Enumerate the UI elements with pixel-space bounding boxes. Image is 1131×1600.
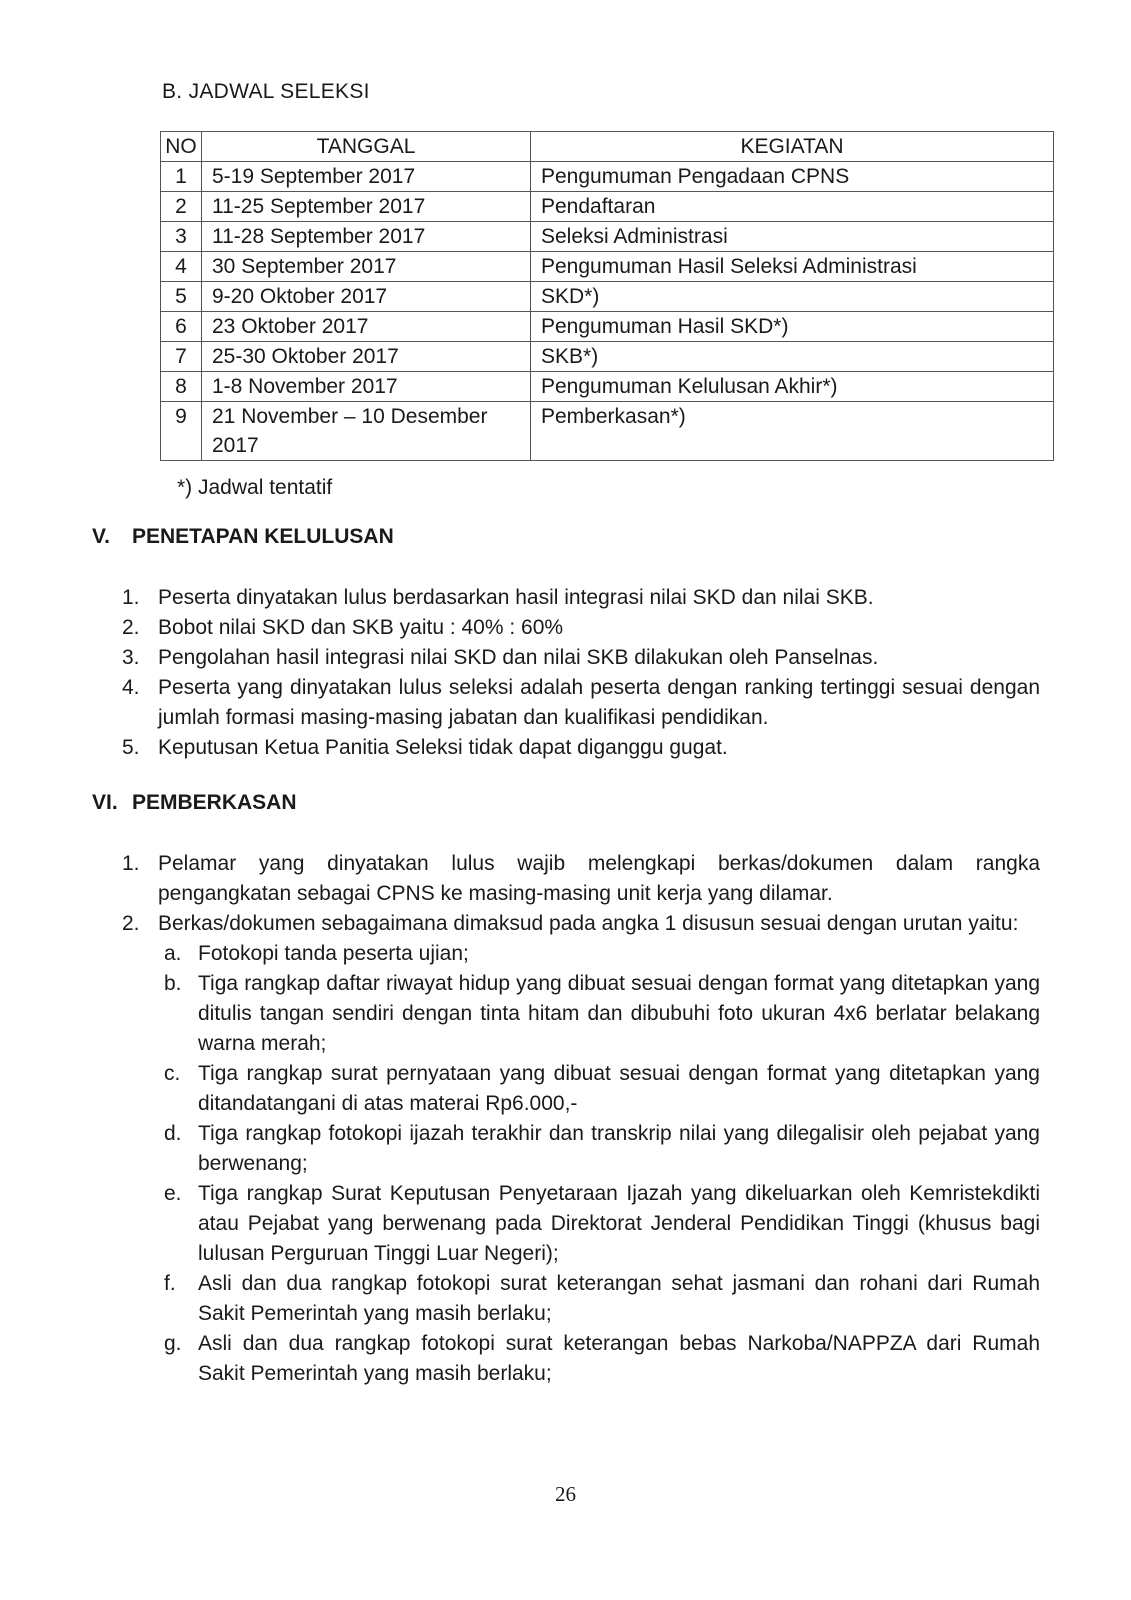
- sublist-marker: b.: [164, 972, 182, 995]
- cell-no: 3: [161, 222, 202, 252]
- table-header-row: [161, 132, 1054, 162]
- sublist-marker: e.: [164, 1182, 182, 1205]
- sublist-item: [158, 1119, 1040, 1179]
- list-marker: 1.: [122, 852, 140, 875]
- cell-tanggal: 21 November – 10 Desember 2017: [202, 402, 531, 461]
- cell-tanggal: 11-25 September 2017: [202, 192, 531, 222]
- cell-tanggal: 30 September 2017: [202, 252, 531, 282]
- table-row: [161, 342, 1054, 372]
- sublist-item-text: Tiga rangkap daftar riwayat hidup yang dibuat sesuai dengan format yang ditetapkan yang ditulis tangan sendiri dengan tinta hitam dan dibubuhi foto ukuran 4x6 berlatar belakang warna merah;: [198, 972, 1040, 1055]
- list-item-text: Keputusan Ketua Panitia Seleksi tidak dapat diganggu gugat.: [158, 736, 728, 759]
- table-row: [161, 282, 1054, 312]
- sublist-marker: a.: [164, 942, 182, 965]
- list-marker: 3.: [122, 646, 140, 669]
- cell-kegiatan: Pemberkasan*): [531, 402, 1054, 461]
- sublist-item: [158, 1179, 1040, 1269]
- cell-kegiatan: Seleksi Administrasi: [531, 222, 1054, 252]
- sublist-item: [158, 939, 1040, 969]
- column-header-kegiatan: KEGIATAN: [531, 132, 1054, 162]
- section-title-text: PENETAPAN KELULUSAN: [132, 525, 394, 548]
- section-number: VI.: [92, 791, 118, 814]
- cell-kegiatan: Pengumuman Hasil SKD*): [531, 312, 1054, 342]
- sublist-marker: c.: [164, 1062, 181, 1085]
- cell-no: 7: [161, 342, 202, 372]
- cell-kegiatan: SKD*): [531, 282, 1054, 312]
- table-row: [161, 312, 1054, 342]
- list-item-text: Berkas/dokumen sebagaimana dimaksud pada angka 1 disusun sesuai dengan urutan yaitu:: [158, 912, 1019, 935]
- list-item-text: Pelamar yang dinyatakan lulus wajib melengkapi berkas/dokumen dalam rangka pengangkatan sebagai CPNS ke masing-masing unit kerja yang dilamar.: [158, 852, 1040, 905]
- list-marker: 1.: [122, 586, 140, 609]
- column-header-no: NO: [161, 132, 202, 162]
- cell-kegiatan: Pengumuman Hasil Seleksi Administrasi: [531, 252, 1054, 282]
- cell-kegiatan: Pendaftaran: [531, 192, 1054, 222]
- cell-kegiatan: SKB*): [531, 342, 1054, 372]
- list-item: [122, 849, 1040, 909]
- sublist-item-text: Tiga rangkap fotokopi ijazah terakhir dan transkrip nilai yang dilegalisir oleh pejabat yang berwenang;: [198, 1122, 1040, 1175]
- list-marker: 2.: [122, 912, 140, 935]
- table-row: [161, 372, 1054, 402]
- sublist-item: [158, 969, 1040, 1059]
- list-item: [122, 613, 1040, 643]
- cell-kegiatan: Pengumuman Kelulusan Akhir*): [531, 372, 1054, 402]
- sublist-marker: f.: [164, 1272, 176, 1295]
- cell-no: 5: [161, 282, 202, 312]
- table-row: [161, 162, 1054, 192]
- sublist-item-text: Asli dan dua rangkap fotokopi surat keterangan bebas Narkoba/NAPPZA dari Rumah Sakit Pemerintah yang masih berlaku;: [198, 1332, 1040, 1385]
- cell-tanggal: 5-19 September 2017: [202, 162, 531, 192]
- table-row: [161, 402, 1054, 461]
- cell-tanggal: 11-28 September 2017: [202, 222, 531, 252]
- list-item-text: Pengolahan hasil integrasi nilai SKD dan nilai SKB dilakukan oleh Panselnas.: [158, 646, 879, 669]
- schedule-footnote: *) Jadwal tentatif: [177, 476, 333, 499]
- list-marker: 2.: [122, 616, 140, 639]
- sublist-marker: g.: [164, 1332, 182, 1355]
- sublist-item: [158, 1059, 1040, 1119]
- cell-no: 8: [161, 372, 202, 402]
- section-title-pemberkasan: [92, 791, 297, 815]
- cell-kegiatan: Pengumuman Pengadaan CPNS: [531, 162, 1054, 192]
- sublist-marker: d.: [164, 1122, 182, 1145]
- list-marker: 4.: [122, 676, 140, 699]
- sublist-item: [158, 1329, 1040, 1389]
- sublist-item-text: Tiga rangkap surat pernyataan yang dibuat sesuai dengan format yang ditetapkan yang ditandatangani di atas materai Rp6.000,-: [198, 1062, 1040, 1115]
- schedule-table: [160, 131, 1054, 461]
- cell-tanggal: 1-8 November 2017: [202, 372, 531, 402]
- list-item-text: Peserta dinyatakan lulus berdasarkan hasil integrasi nilai SKD dan nilai SKB.: [158, 586, 874, 609]
- cell-no: 4: [161, 252, 202, 282]
- list-item: [122, 643, 1040, 673]
- sublist-item-text: Fotokopi tanda peserta ujian;: [198, 942, 469, 965]
- sublist-item-text: Asli dan dua rangkap fotokopi surat keterangan sehat jasmani dan rohani dari Rumah Sakit Pemerintah yang masih berlaku;: [198, 1272, 1040, 1325]
- page-number: 26: [555, 1482, 576, 1506]
- list-item: [122, 673, 1040, 733]
- list-marker: 5.: [122, 736, 140, 759]
- section-title-text: PEMBERKASAN: [132, 791, 297, 814]
- penetapan-list: [122, 583, 1040, 763]
- pemberkasan-list: [122, 849, 1040, 1389]
- berkas-sublist: [158, 939, 1040, 1389]
- cell-no: 6: [161, 312, 202, 342]
- jadwal-heading: B. JADWAL SELEKSI: [162, 80, 370, 103]
- cell-tanggal: 9-20 Oktober 2017: [202, 282, 531, 312]
- list-item-text: Bobot nilai SKD dan SKB yaitu : 40% : 60%: [158, 616, 564, 639]
- table-row: [161, 222, 1054, 252]
- section-number: V.: [92, 525, 110, 548]
- table-row: [161, 192, 1054, 222]
- list-item: [122, 583, 1040, 613]
- sublist-item-text: Tiga rangkap Surat Keputusan Penyetaraan Ijazah yang dikeluarkan oleh Kemristekdikti atau Pejabat yang berwenang pada Direktorat Jenderal Pendidikan Tinggi (khusus bagi lulusan Perguruan Tinggi Luar Negeri);: [198, 1182, 1040, 1265]
- sublist-item: [158, 1269, 1040, 1329]
- table-row: [161, 252, 1054, 282]
- list-item: [122, 733, 1040, 763]
- cell-no: 9: [161, 402, 202, 461]
- cell-no: 1: [161, 162, 202, 192]
- section-title-penetapan: [92, 525, 394, 549]
- list-item-text: Peserta yang dinyatakan lulus seleksi adalah peserta dengan ranking tertinggi sesuai dengan jumlah formasi masing-masing jabatan dan kualifikasi pendidikan.: [158, 676, 1040, 729]
- cell-tanggal: 25-30 Oktober 2017: [202, 342, 531, 372]
- cell-no: 2: [161, 192, 202, 222]
- list-item: [122, 909, 1040, 1389]
- column-header-tanggal: TANGGAL: [202, 132, 531, 162]
- cell-tanggal: 23 Oktober 2017: [202, 312, 531, 342]
